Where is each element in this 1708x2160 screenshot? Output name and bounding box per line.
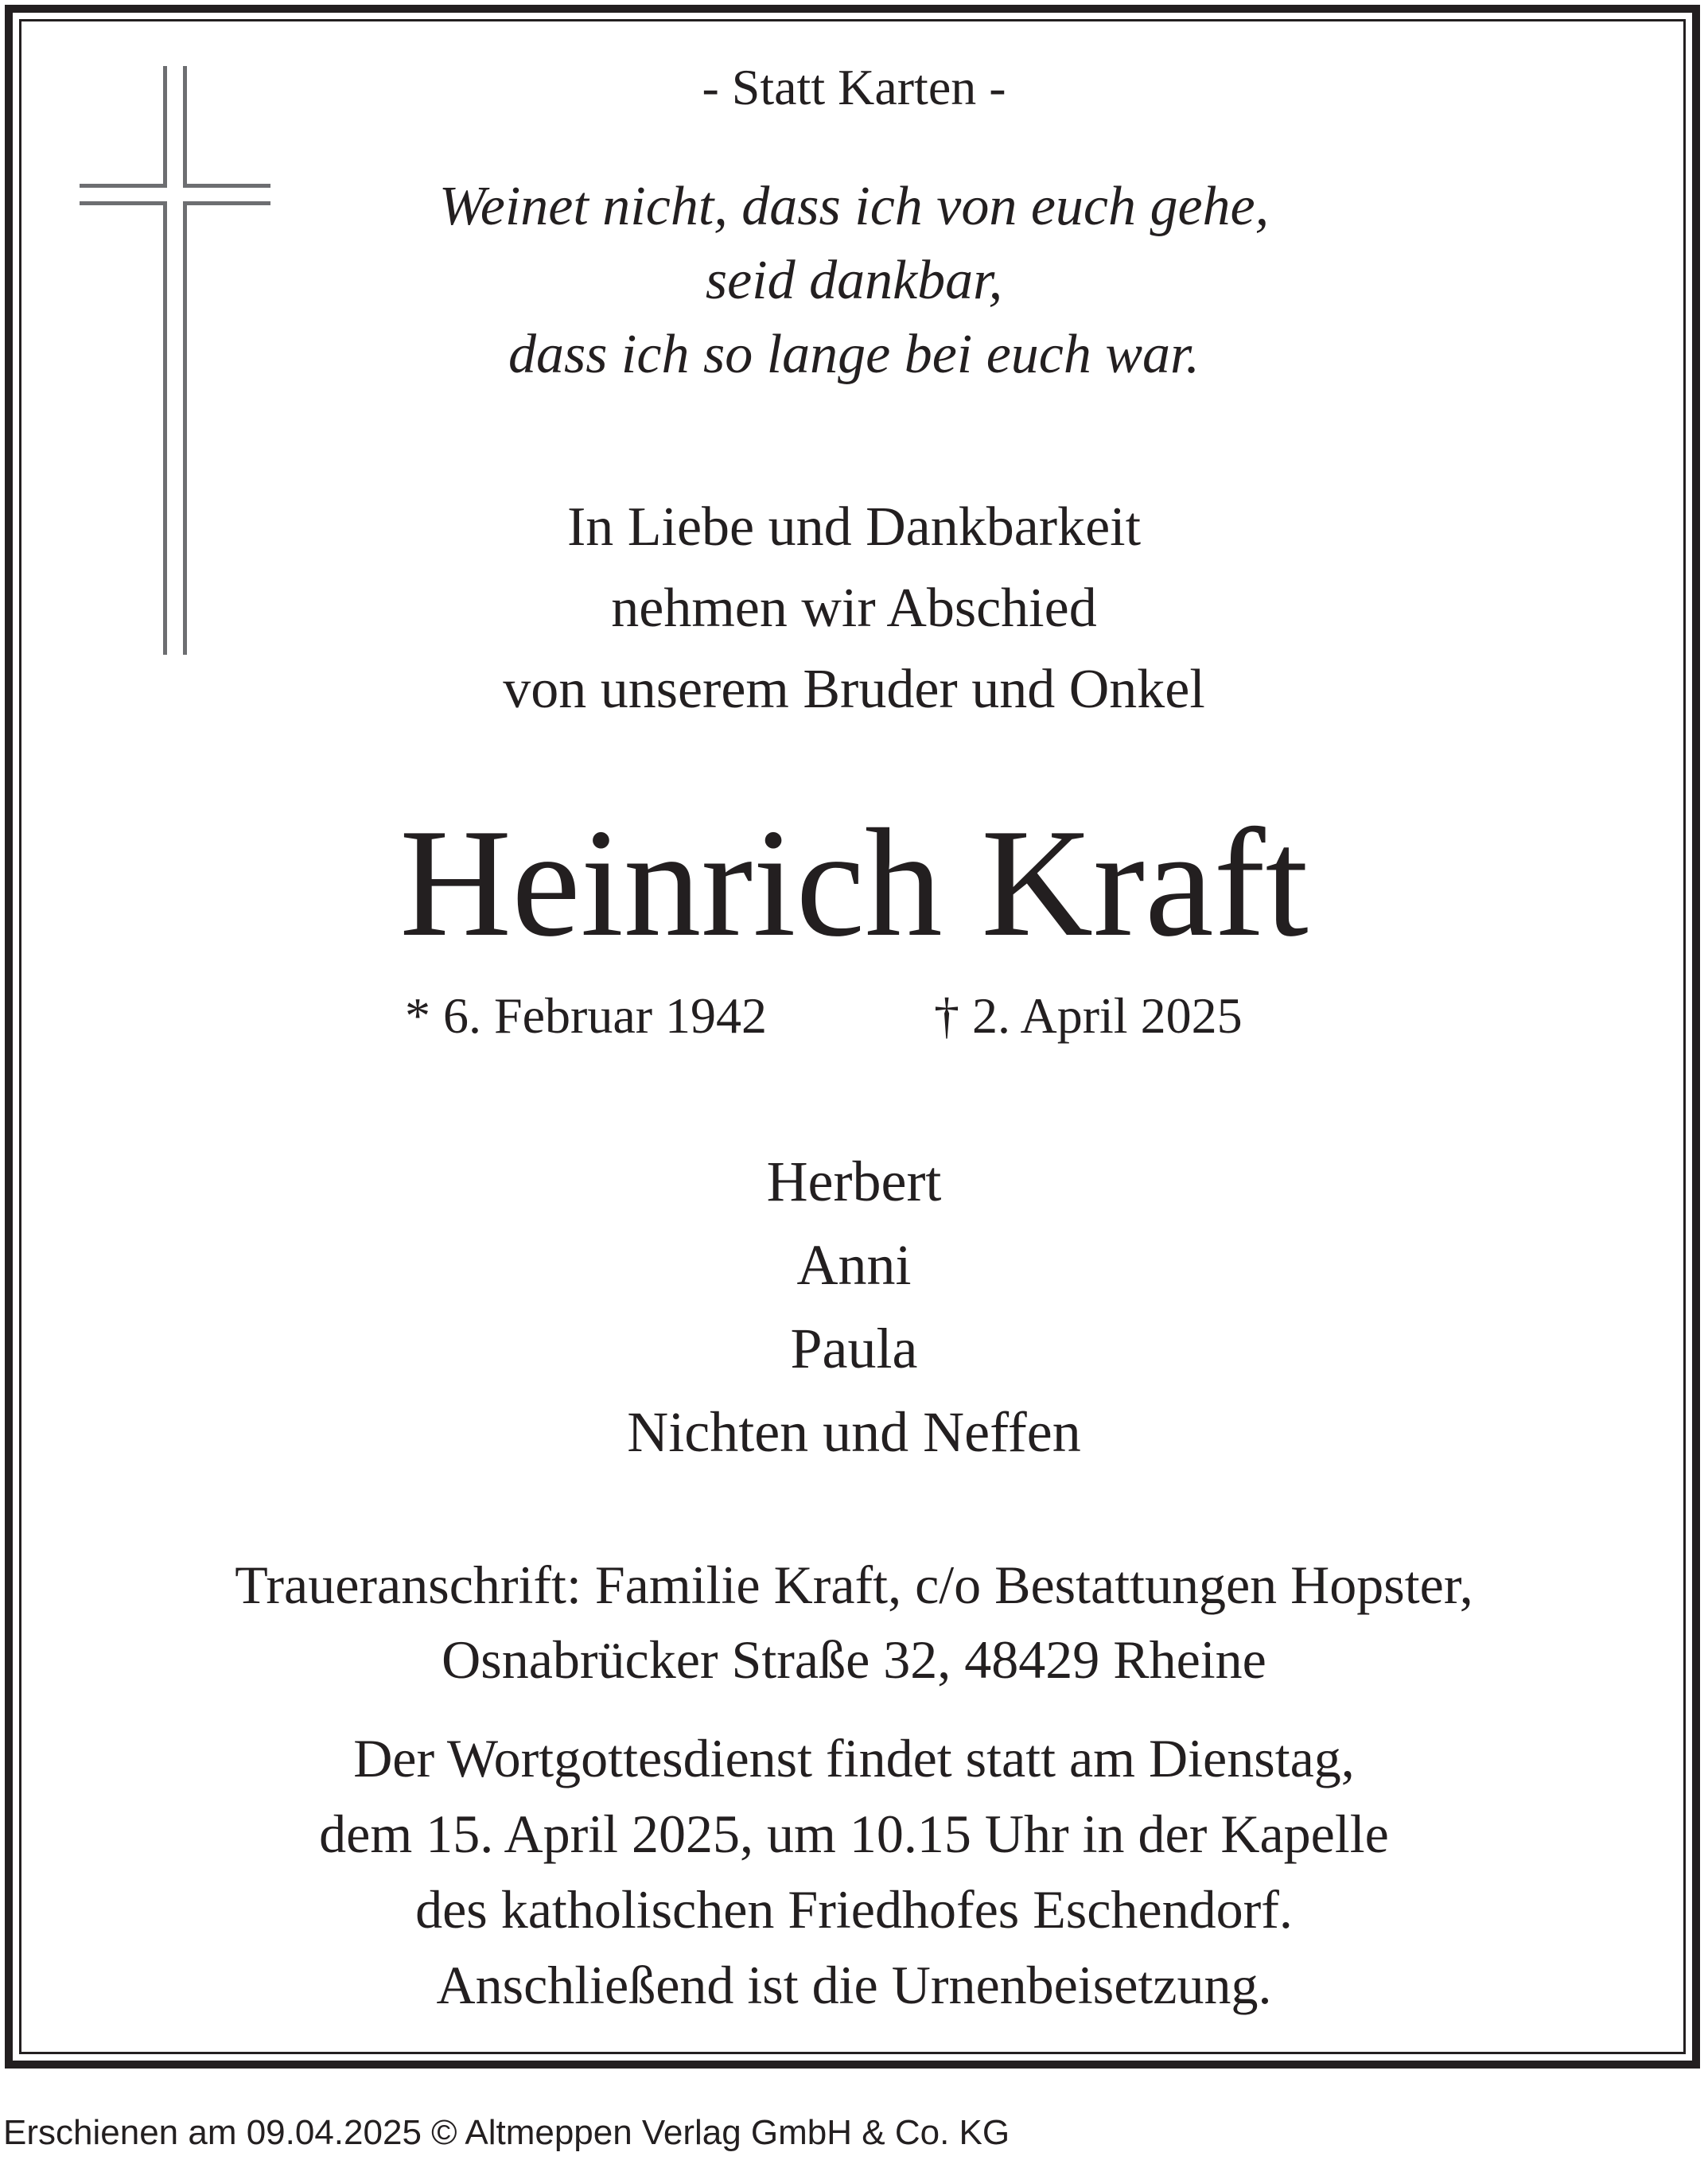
intro-line: In Liebe und Dankbarkeit <box>566 496 1142 558</box>
service-line: Der Wortgottesdienst findet statt am Dienstag, <box>353 1728 1355 1788</box>
family-member: Paula <box>790 1317 918 1380</box>
poem-line: dass ich so lange bei euch war. <box>508 324 1200 385</box>
service-line: dem 15. April 2025, um 10.15 Uhr in der Kapelle <box>319 1804 1389 1864</box>
birth-date: * 6. Februar 1942 <box>405 987 768 1044</box>
header-statt-karten: - Statt Karten - <box>702 59 1006 115</box>
intro-line: nehmen wir Abschied <box>611 578 1097 639</box>
service-line: Anschließend ist die Urnenbeisetzung. <box>436 1955 1272 2015</box>
death-date: † 2. April 2025 <box>934 987 1243 1044</box>
family-member: Nichten und Neffen <box>627 1400 1081 1464</box>
intro-line: von unserem Bruder und Onkel <box>503 659 1205 720</box>
publication-footer: Erschienen am 09.04.2025 © Altmeppen Verlag GmbH & Co. KG <box>3 2113 1010 2152</box>
poem-line: Weinet nicht, dass ich von euch gehe, <box>438 176 1270 237</box>
address-line: Traueranschrift: Familie Kraft, c/o Bestattungen Hopster, <box>235 1555 1473 1615</box>
poem-line: seid dankbar, <box>705 250 1003 311</box>
deceased-name: Heinrich Kraft <box>399 797 1309 969</box>
family-member: Herbert <box>766 1150 942 1213</box>
address-line: Osnabrücker Straße 32, 48429 Rheine <box>442 1629 1266 1690</box>
service-line: des katholischen Friedhofes Eschendorf. <box>415 1879 1293 1940</box>
family-member: Anni <box>796 1233 912 1297</box>
